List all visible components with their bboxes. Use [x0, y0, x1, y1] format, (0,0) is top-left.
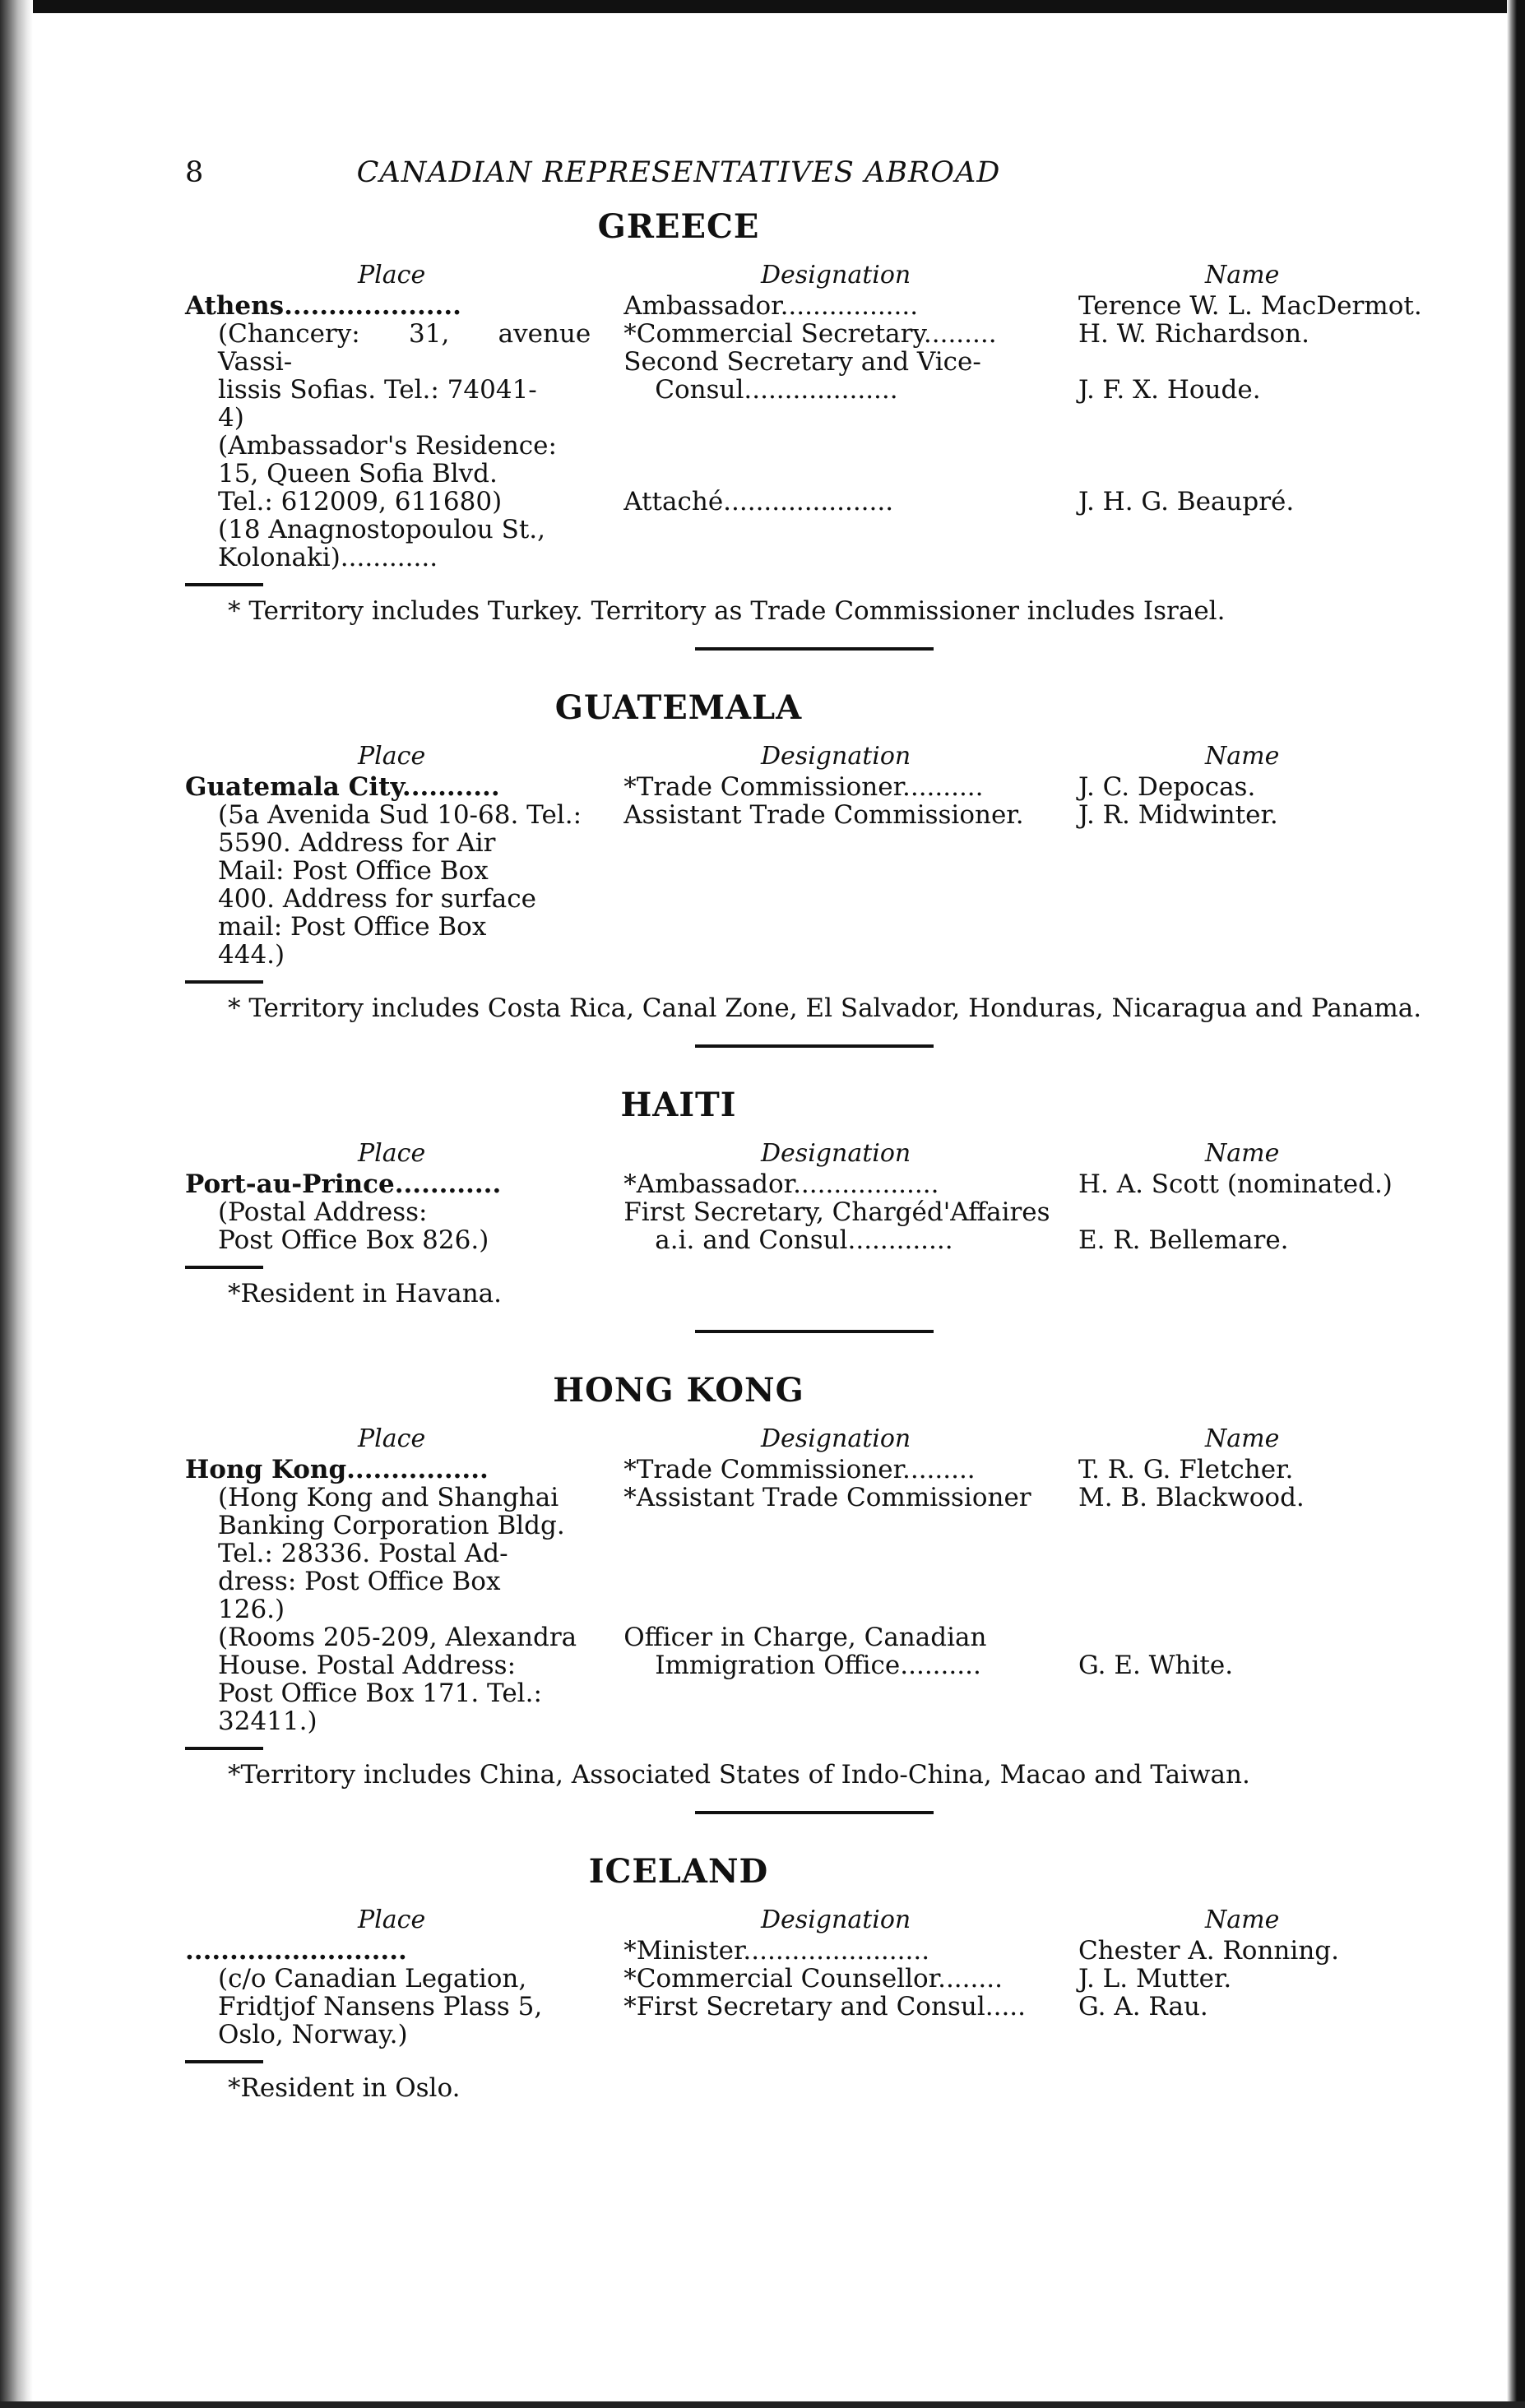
- designation-line: Officer in Charge, Canadian: [623, 1623, 987, 1652]
- column-header-place: Place: [358, 1424, 426, 1453]
- place-detail-line: (Rooms 205-209, Alexandra: [218, 1623, 577, 1652]
- place-name: .........................: [185, 1936, 407, 1966]
- running-title: CANADIAN REPRESENTATIVES ABROAD: [356, 156, 1001, 189]
- page-header: [185, 156, 1435, 207]
- page-number: 8: [185, 156, 204, 189]
- place-column: [185, 1170, 591, 1254]
- designation-line: [623, 432, 1062, 460]
- column-headers: [185, 742, 1435, 773]
- footnote-rule: [185, 980, 263, 984]
- representative-name: [1078, 1595, 1435, 1623]
- place-detail-line: Oslo, Norway.): [218, 2020, 408, 2049]
- country-section: [185, 207, 1435, 651]
- country-section: [185, 1371, 1435, 1814]
- representative-name: G. E. White.: [1078, 1651, 1234, 1680]
- place-detail-line: House. Postal Address:: [218, 1651, 517, 1680]
- name-column: [1062, 1456, 1435, 1735]
- place-detail-line: (Hong Kong and Shanghai: [218, 1483, 559, 1512]
- column-header-name: Name: [1205, 1424, 1280, 1453]
- document-page: [185, 156, 1435, 2103]
- place-detail-line: mail: Post Office Box: [218, 912, 487, 942]
- column-headers: [185, 1906, 1435, 1937]
- designation-line: [623, 1512, 1062, 1540]
- representative-name: M. B. Blackwood.: [1078, 1483, 1305, 1512]
- footnote-rule: [185, 1747, 263, 1750]
- footnote-rule: [185, 583, 263, 586]
- footnote: * Territory includes Turkey. Territory as Trade Commissioner includes Israel.: [228, 596, 1226, 626]
- place-detail-line: (Chancery: 31, avenue Vassi-: [218, 319, 591, 377]
- designation-line: *Minister.......................: [623, 1936, 930, 1966]
- country-section: [185, 1852, 1435, 2103]
- country-section: [185, 688, 1435, 1048]
- representative-name: T. R. G. Fletcher.: [1078, 1455, 1294, 1484]
- representative-name: J. F. X. Houde.: [1078, 375, 1261, 405]
- column-header-place: Place: [358, 1139, 426, 1168]
- column-header-name: Name: [1205, 742, 1280, 771]
- designation-column: [591, 1170, 1062, 1254]
- representative-name: Chester A. Ronning.: [1078, 1936, 1339, 1966]
- place-name: Hong Kong................: [185, 1455, 489, 1484]
- designation-line: *Commercial Secretary.........: [623, 319, 997, 349]
- place-detail-line: Post Office Box 171. Tel.:: [218, 1679, 542, 1708]
- representative-name: [1078, 432, 1435, 460]
- representative-name: H. A. Scott (nominated.): [1078, 1169, 1393, 1199]
- place-detail-line: Kolonaki)............: [218, 543, 438, 572]
- column-header-place: Place: [358, 261, 426, 289]
- column-header-designation: Designation: [761, 1906, 911, 1934]
- column-header-designation: Designation: [761, 1424, 911, 1453]
- entry-row: [185, 1456, 1435, 1735]
- column-header-designation: Designation: [761, 742, 911, 771]
- column-header-name: Name: [1205, 1906, 1280, 1934]
- country-section: [185, 1086, 1435, 1333]
- designation-line: *Trade Commissioner.........: [623, 1455, 976, 1484]
- country-heading: ICELAND: [588, 1852, 769, 1891]
- column-header-designation: Designation: [761, 261, 911, 289]
- scan-edge-bottom: [0, 2401, 1525, 2408]
- representative-name: [1078, 1623, 1435, 1651]
- representative-name: J. C. Depocas.: [1078, 772, 1256, 802]
- column-headers: [185, 1139, 1435, 1170]
- place-column: [185, 292, 591, 572]
- representative-name: H. W. Richardson.: [1078, 319, 1309, 349]
- footnote: * Territory includes Costa Rica, Canal Zone, El Salvador, Honduras, Nicaragua and Panama.: [228, 993, 1422, 1023]
- place-detail-line: 444.): [218, 940, 285, 970]
- section-divider: [695, 647, 934, 651]
- place-detail-line: 15, Queen Sofia Blvd.: [218, 459, 498, 489]
- designation-line: Consul...................: [655, 375, 898, 405]
- place-name: Port-au-Prince............: [185, 1169, 502, 1199]
- designation-line: *Ambassador..................: [623, 1169, 939, 1199]
- designation-column: [591, 1456, 1062, 1735]
- place-detail-line: lissis Sofias. Tel.: 74041-: [218, 375, 537, 405]
- designation-line: [623, 1568, 1062, 1595]
- place-detail-line: 126.): [218, 1595, 285, 1624]
- place-detail-line: Banking Corporation Bldg.: [218, 1511, 565, 1540]
- designation-line: *First Secretary and Consul.....: [623, 1992, 1026, 2021]
- representative-name: J. R. Midwinter.: [1078, 800, 1278, 830]
- place-detail-line: (c/o Canadian Legation,: [218, 1964, 527, 1994]
- designation-column: [591, 1937, 1062, 2049]
- place-column: [185, 773, 591, 969]
- designation-line: [623, 1540, 1062, 1568]
- designation-line: *Trade Commissioner..........: [623, 772, 984, 802]
- footnote: *Resident in Oslo.: [228, 2073, 461, 2103]
- place-detail-line: Tel.: 612009, 611680): [218, 487, 503, 516]
- footnote-rule: [185, 2060, 263, 2063]
- name-column: [1062, 1170, 1435, 1254]
- column-header-designation: Designation: [761, 1139, 911, 1168]
- footnote: *Resident in Havana.: [228, 1279, 503, 1308]
- column-header-place: Place: [358, 742, 426, 771]
- designation-line: Ambassador.................: [623, 291, 919, 321]
- name-column: [1062, 292, 1435, 572]
- column-header-place: Place: [358, 1906, 426, 1934]
- place-detail-line: (5a Avenida Sud 10-68. Tel.:: [218, 800, 582, 830]
- country-sections: [185, 207, 1435, 2103]
- entry-row: [185, 1937, 1435, 2049]
- designation-line: Assistant Trade Commissioner.: [623, 800, 1024, 830]
- place-detail-line: Mail: Post Office Box: [218, 856, 489, 886]
- representative-name: G. A. Rau.: [1078, 1992, 1208, 2021]
- column-headers: [185, 261, 1435, 292]
- place-column: [185, 1937, 591, 2049]
- place-name: Athens....................: [185, 291, 461, 321]
- country-heading: GUATEMALA: [554, 688, 803, 727]
- place-detail-line: Post Office Box 826.): [218, 1225, 489, 1255]
- column-headers: [185, 1424, 1435, 1456]
- designation-line: *Commercial Counsellor........: [623, 1964, 1003, 1994]
- designation-column: [591, 773, 1062, 969]
- place-detail-line: dress: Post Office Box: [218, 1567, 501, 1596]
- place-detail-line: Tel.: 28336. Postal Ad-: [218, 1539, 508, 1568]
- designation-line: Second Secretary and Vice-: [623, 347, 981, 377]
- representative-name: Terence W. L. MacDermot.: [1078, 291, 1422, 321]
- place-detail-line: 400. Address for surface: [218, 884, 536, 914]
- footnote: *Territory includes China, Associated States of Indo-China, Macao and Taiwan.: [228, 1760, 1250, 1790]
- footnote-rule: [185, 1266, 263, 1269]
- place-column: [185, 1456, 591, 1735]
- country-heading: HAITI: [620, 1086, 737, 1124]
- place-detail-line: Fridtjof Nansens Plass 5,: [218, 1992, 543, 2021]
- representative-name: J. L. Mutter.: [1078, 1964, 1232, 1994]
- representative-name: [1078, 1198, 1435, 1226]
- place-detail-line: 5590. Address for Air: [218, 828, 496, 858]
- scan-edge-left: [0, 0, 33, 2408]
- name-column: [1062, 1937, 1435, 2049]
- entry-row: [185, 773, 1435, 969]
- designation-line: a.i. and Consul.............: [655, 1225, 953, 1255]
- representative-name: [1078, 348, 1435, 376]
- place-detail-line: (18 Anagnostopoulou St.,: [218, 515, 546, 544]
- designation-line: Immigration Office..........: [655, 1651, 981, 1680]
- section-divider: [695, 1811, 934, 1814]
- place-detail-line: (Postal Address:: [218, 1197, 428, 1227]
- representative-name: [1078, 460, 1435, 488]
- representative-name: [1078, 1512, 1435, 1540]
- column-header-name: Name: [1205, 1139, 1280, 1168]
- designation-line: [623, 404, 1062, 432]
- entry-row: [185, 292, 1435, 572]
- designation-line: Attaché.....................: [623, 487, 894, 516]
- representative-name: J. H. G. Beaupré.: [1078, 487, 1295, 516]
- section-divider: [695, 1044, 934, 1048]
- place-detail-line: 4): [218, 403, 244, 433]
- representative-name: E. R. Bellemare.: [1078, 1225, 1289, 1255]
- column-header-name: Name: [1205, 261, 1280, 289]
- designation-column: [591, 292, 1062, 572]
- designation-line: [623, 1595, 1062, 1623]
- place-detail-line: 32411.): [218, 1706, 318, 1736]
- representative-name: [1078, 404, 1435, 432]
- designation-line: *Assistant Trade Commissioner: [623, 1483, 1031, 1512]
- entry-row: [185, 1170, 1435, 1254]
- designation-line: [623, 460, 1062, 488]
- designation-line: First Secretary, Chargéd'Affaires: [623, 1197, 1050, 1227]
- representative-name: [1078, 1540, 1435, 1568]
- scan-edge-right: [1507, 0, 1525, 2408]
- place-detail-line: (Ambassador's Residence:: [218, 431, 557, 461]
- representative-name: [1078, 1568, 1435, 1595]
- name-column: [1062, 773, 1435, 969]
- country-heading: HONG KONG: [553, 1371, 804, 1410]
- place-name: Guatemala City...........: [185, 772, 500, 802]
- country-heading: GREECE: [597, 207, 760, 246]
- section-divider: [695, 1330, 934, 1333]
- scan-edge-top: [0, 0, 1525, 13]
